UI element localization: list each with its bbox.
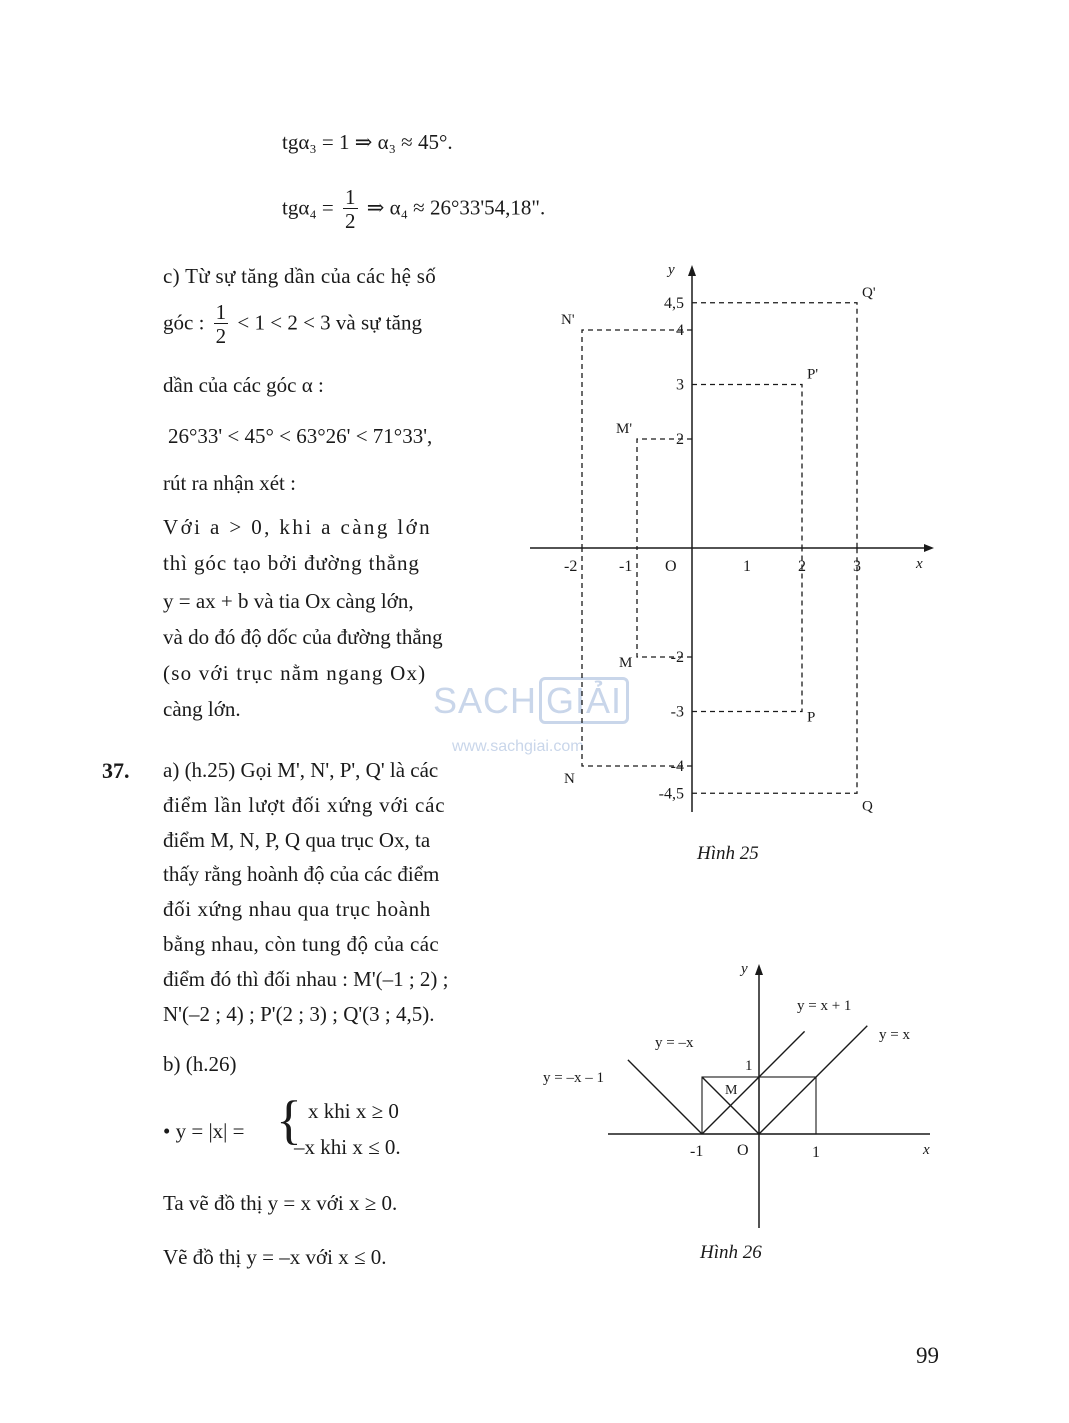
point-label: Q xyxy=(862,798,873,815)
remark-line: (so với trục nằm ngang Ox) xyxy=(163,661,427,685)
draw-line-1: Ta vẽ đồ thị y = x với x ≥ 0. xyxy=(163,1191,398,1215)
y-tick-label: 4 xyxy=(676,322,684,339)
remark-line: Với a > 0, khi a càng lớn xyxy=(163,515,433,539)
line-label-y-equals-x: y = x xyxy=(879,1027,910,1043)
fraction-numerator: 1 xyxy=(215,300,227,324)
figure-26-plot xyxy=(543,961,930,1228)
y-tick-label: -4,5 xyxy=(658,785,684,803)
goc-suffix: < 1 < 2 < 3 và sự tăng xyxy=(237,310,422,335)
angle-inequality: 26°33' < 45° < 63°26' < 71°33', xyxy=(168,424,433,448)
fraction xyxy=(343,187,358,232)
x-tick-label: 3 xyxy=(853,558,861,575)
part-c-line1: c) Từ sự tăng dần của các hệ số xyxy=(163,264,437,288)
guide-dashed-line xyxy=(692,548,857,793)
watermark-brand-right: GIẢI xyxy=(539,677,629,724)
problem37-line: thấy rằng hoành độ của các điểm xyxy=(163,862,440,886)
problem37-line: điểm lần lượt đối xứng với các xyxy=(163,793,446,817)
y-axis-arrow xyxy=(755,964,763,975)
point-label: Q' xyxy=(862,284,876,301)
point-label: N xyxy=(564,771,575,787)
point-label: M xyxy=(725,1083,738,1098)
figure-25 xyxy=(520,255,950,815)
equation-rhs: ⇒ α₄ ≈ 26°33'54,18". xyxy=(366,195,546,220)
fraction-numerator: 1 xyxy=(345,185,356,209)
figure-26 xyxy=(535,955,945,1235)
figure-25-caption: Hình 25 xyxy=(697,843,759,864)
x-axis-label: x xyxy=(916,556,923,572)
page-number: 99 xyxy=(916,1343,939,1368)
watermark-brand-left: SACH xyxy=(433,680,538,721)
remark-line: y = ax + b và tia Ox càng lớn, xyxy=(163,589,414,613)
x-tick-label: 2 xyxy=(798,558,806,575)
point-label: N' xyxy=(561,312,575,328)
line-label-y-equals-x-plus-1: y = x + 1 xyxy=(797,998,852,1014)
goc-prefix: góc : xyxy=(163,310,205,335)
part-b-label: b) (h.26) xyxy=(163,1052,237,1076)
origin-label: O xyxy=(665,558,677,575)
problem37-line: điểm đó thì đối nhau : M'(–1 ; 2) ; xyxy=(163,967,449,991)
point-label: M xyxy=(619,655,633,671)
line-label-y-equals-neg-x: y = –x xyxy=(655,1035,694,1051)
x-tick-label: -1 xyxy=(619,558,633,575)
watermark-url: www.sachgiai.com xyxy=(452,738,584,755)
y-axis-label: y xyxy=(668,262,675,278)
figure-25-plot xyxy=(530,262,934,814)
problem37-line: bằng nhau, còn tung độ của các xyxy=(163,932,440,956)
graph-y-equals-neg-x-minus-1 xyxy=(628,1060,702,1134)
point-label: P' xyxy=(807,366,819,383)
origin-label: O xyxy=(737,1142,749,1159)
x-tick-label: 1 xyxy=(812,1144,820,1161)
guide-dashed-line xyxy=(692,385,802,549)
problem37-line: đối xứng nhau qua trục hoành xyxy=(163,897,431,921)
problem-number: 37. xyxy=(102,758,130,783)
graph-y-equals-x-plus-1 xyxy=(702,1031,805,1134)
part-c-line5: rút ra nhận xét : xyxy=(163,471,296,495)
fraction-denominator: 2 xyxy=(345,209,356,233)
y-tick-label: 1 xyxy=(745,1058,753,1074)
x-axis-arrow xyxy=(924,544,934,552)
y-tick-label: 4,5 xyxy=(664,294,684,312)
fraction-denominator: 2 xyxy=(215,324,227,348)
y-tick-label: 3 xyxy=(676,376,684,394)
problem37-line: a) (h.25) Gọi M', N', P', Q' là các xyxy=(163,758,439,782)
guide-dashed-line xyxy=(637,439,692,548)
part-c-line3: dần của các góc α : xyxy=(163,373,324,397)
fraction-half xyxy=(214,302,229,347)
guide-dashed-line xyxy=(692,303,857,548)
x-tick-label: -1 xyxy=(690,1143,704,1160)
part-c-line2 xyxy=(163,302,422,347)
y-tick-label: -2 xyxy=(670,649,684,666)
y-tick-label: -4 xyxy=(670,758,684,775)
draw-line-2: Vẽ đồ thị y = –x với x ≤ 0. xyxy=(163,1245,387,1269)
equation-tg-alpha3: tgα₃ = 1 ⇒ α₃ ≈ 45°. xyxy=(282,130,453,154)
y-axis-arrow xyxy=(688,265,696,276)
problem37-line: N'(–2 ; 4) ; P'(2 ; 3) ; Q'(3 ; 4,5). xyxy=(163,1002,435,1026)
y-axis-label: y xyxy=(741,961,748,977)
figure-26-caption: Hình 26 xyxy=(700,1242,762,1263)
y-tick-label: 2 xyxy=(676,431,684,448)
remark-line: và do đó độ dốc của đường thẳng xyxy=(163,625,443,649)
remark-line: thì góc tạo bởi đường thẳng xyxy=(163,551,420,575)
x-tick-label: 1 xyxy=(743,558,751,575)
point-label: P xyxy=(807,709,816,726)
abs-case-1: x khi x ≥ 0 xyxy=(308,1099,399,1123)
remark-line: càng lớn. xyxy=(163,697,241,721)
y-tick-label: -3 xyxy=(670,703,684,721)
equation-lhs: tgα₄ = xyxy=(282,195,334,220)
point-label: M' xyxy=(616,421,633,437)
left-brace: { xyxy=(276,1090,302,1150)
problem37-line: điểm M, N, P, Q qua trục Ox, ta xyxy=(163,828,431,852)
abs-case-2: –x khi x ≤ 0. xyxy=(294,1135,401,1159)
graph-y-equals-x xyxy=(759,1026,867,1134)
x-tick-label: -2 xyxy=(564,558,578,575)
equation-tg-alpha4 xyxy=(282,187,545,232)
abs-value-lhs: • y = |x| = xyxy=(163,1119,245,1143)
line-label-y-equals-neg-x-minus-1: y = –x – 1 xyxy=(543,1070,604,1086)
x-axis-label: x xyxy=(923,1142,930,1158)
